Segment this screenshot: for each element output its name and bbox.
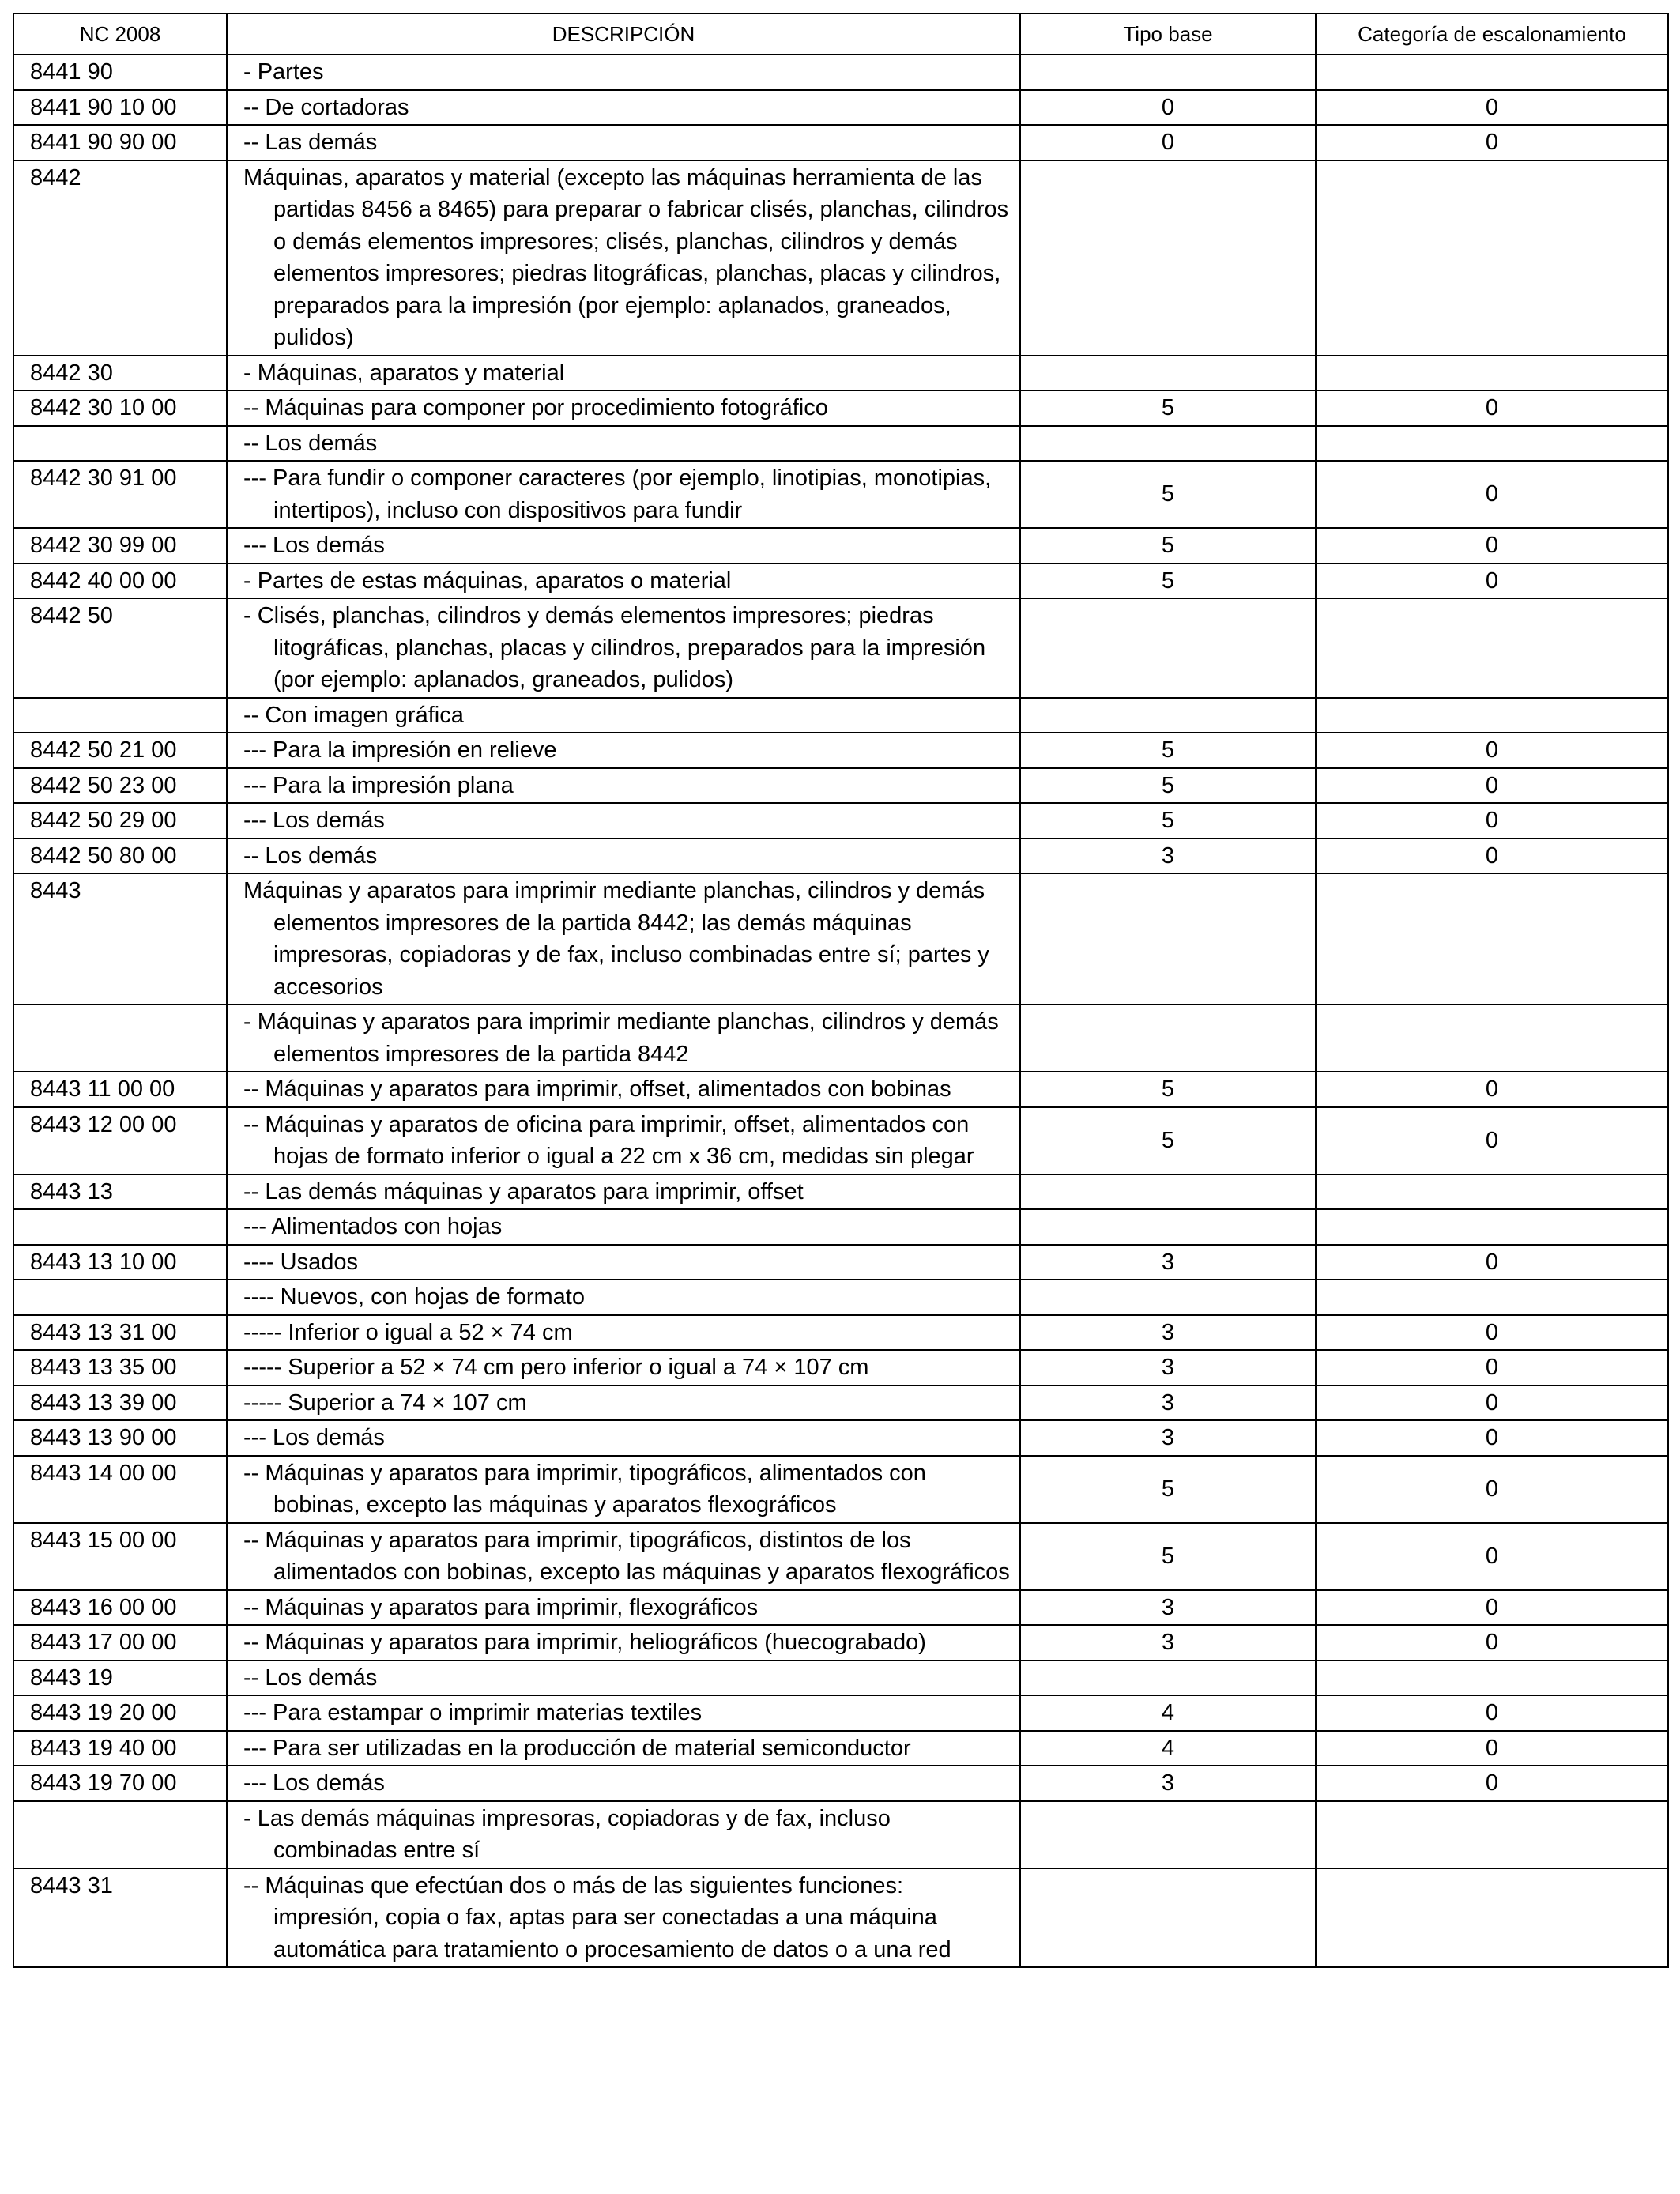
table-row: [13, 1420, 1668, 1456]
table-row: [13, 125, 1668, 160]
description-text: --- Los demás: [243, 808, 385, 833]
description-text: Máquinas y aparatos para imprimir mediante planchas, cilindros y demás elementos impresores de la partida 8442; las demás máquinas impresoras, copiadoras y de fax, incluso combinadas entre sí; partes y accesorios: [243, 878, 989, 1000]
description-text: ---- Nuevos, con hojas de formato: [243, 1284, 585, 1310]
staging-category-cell: 0: [1316, 564, 1668, 599]
table-row: [13, 733, 1668, 768]
base-rate-cell: [1020, 1005, 1316, 1072]
base-rate-cell: [1020, 55, 1316, 90]
table-row: [13, 1801, 1668, 1868]
header-code: NC 2008: [13, 13, 227, 55]
table-row: [13, 1315, 1668, 1351]
description-text: -- Máquinas que efectúan dos o más de las siguientes funciones: impresión, copia o fax, aptas para ser conectadas a una máquina automática para tratamiento o procesamiento de datos o a una red: [243, 1872, 951, 1962]
table-row: [13, 1731, 1668, 1766]
description-cell: [227, 1590, 1020, 1626]
base-rate-cell: [1020, 873, 1316, 1005]
table-row: [13, 1456, 1668, 1523]
description-text: --- Los demás: [243, 1770, 385, 1796]
staging-category-cell: 0: [1316, 1245, 1668, 1280]
staging-category-cell: [1316, 160, 1668, 356]
description-cell: [227, 733, 1020, 768]
code-cell: 8443: [13, 873, 227, 1005]
code-cell: 8443 19 20 00: [13, 1695, 227, 1731]
code-cell: 8443 14 00 00: [13, 1456, 227, 1523]
code-cell: 8443 19: [13, 1661, 227, 1696]
table-row: [13, 1280, 1668, 1315]
tariff-table: [13, 13, 1669, 1968]
description-text: Máquinas, aparatos y material (excepto las máquinas herramienta de las partidas 8456 a 8465) para preparar o fabricar clisés, planchas, cilindros o demás elementos impresores; clisés, planchas, cilindros y demás elementos impresores; piedras litográficas, planchas, placas y cilindros, preparados para la impresión (por ejemplo: aplanados, graneados, pulidos): [243, 164, 1009, 350]
table-row: [13, 698, 1668, 733]
description-text: -- De cortadoras: [243, 94, 409, 120]
code-cell: [13, 1209, 227, 1245]
code-cell: [13, 426, 227, 462]
code-cell: 8442 50: [13, 598, 227, 698]
code-cell: 8441 90 10 00: [13, 90, 227, 126]
base-rate-cell: 3: [1020, 1766, 1316, 1801]
table-row: [13, 160, 1668, 356]
staging-category-cell: 0: [1316, 1420, 1668, 1456]
description-cell: [227, 1420, 1020, 1456]
base-rate-cell: 5: [1020, 803, 1316, 839]
base-rate-cell: 5: [1020, 1523, 1316, 1590]
base-rate-cell: 5: [1020, 1107, 1316, 1174]
description-cell: [227, 1456, 1020, 1523]
description-text: -- Con imagen gráfica: [243, 702, 464, 728]
description-text: -- Máquinas y aparatos para imprimir, tipográficos, alimentados con bobinas, excepto las máquinas y aparatos flexográficos: [243, 1460, 926, 1517]
table-row: [13, 803, 1668, 839]
base-rate-cell: 3: [1020, 1385, 1316, 1421]
description-cell: [227, 1280, 1020, 1315]
code-cell: [13, 1280, 227, 1315]
base-rate-cell: 3: [1020, 1315, 1316, 1351]
code-cell: 8442 50 21 00: [13, 733, 227, 768]
base-rate-cell: 5: [1020, 564, 1316, 599]
staging-category-cell: [1316, 873, 1668, 1005]
base-rate-cell: 5: [1020, 390, 1316, 426]
base-rate-cell: 3: [1020, 1590, 1316, 1626]
staging-category-cell: 0: [1316, 1456, 1668, 1523]
code-cell: 8443 13: [13, 1174, 227, 1210]
description-cell: [227, 839, 1020, 874]
description-text: - Partes: [243, 59, 324, 85]
staging-category-cell: 0: [1316, 1072, 1668, 1107]
description-cell: [227, 125, 1020, 160]
staging-category-cell: 0: [1316, 1590, 1668, 1626]
description-cell: [227, 1107, 1020, 1174]
base-rate-cell: 4: [1020, 1695, 1316, 1731]
table-row: [13, 1072, 1668, 1107]
table-row: [13, 1661, 1668, 1696]
description-text: --- Los demás: [243, 533, 385, 558]
base-rate-cell: [1020, 698, 1316, 733]
code-cell: 8442 30: [13, 356, 227, 391]
code-cell: 8442 30 91 00: [13, 461, 227, 528]
code-cell: 8441 90 90 00: [13, 125, 227, 160]
description-text: -- Los demás: [243, 843, 378, 869]
description-cell: [227, 1661, 1020, 1696]
description-cell: [227, 1523, 1020, 1590]
table-row: [13, 1695, 1668, 1731]
description-text: -- Máquinas y aparatos para imprimir, flexográficos: [243, 1594, 759, 1620]
table-row: [13, 1209, 1668, 1245]
table-row: [13, 426, 1668, 462]
staging-category-cell: 0: [1316, 1315, 1668, 1351]
staging-category-cell: 0: [1316, 1523, 1668, 1590]
base-rate-cell: [1020, 1868, 1316, 1968]
staging-category-cell: 0: [1316, 1695, 1668, 1731]
base-rate-cell: 5: [1020, 1456, 1316, 1523]
staging-category-cell: 0: [1316, 390, 1668, 426]
table-row: [13, 1523, 1668, 1590]
code-cell: 8442 30 99 00: [13, 528, 227, 564]
description-cell: [227, 598, 1020, 698]
staging-category-cell: 0: [1316, 839, 1668, 874]
staging-category-cell: 0: [1316, 1625, 1668, 1661]
staging-category-cell: 0: [1316, 461, 1668, 528]
description-text: ----- Inferior o igual a 52 × 74 cm: [243, 1319, 573, 1345]
base-rate-cell: [1020, 160, 1316, 356]
description-cell: [227, 90, 1020, 126]
description-cell: [227, 160, 1020, 356]
description-text: - Clisés, planchas, cilindros y demás elementos impresores; piedras litográficas, planchas, placas y cilindros, preparados para la impresión (por ejemplo: aplanados, graneados, pulidos): [243, 603, 986, 692]
staging-category-cell: [1316, 1280, 1668, 1315]
table-row: [13, 598, 1668, 698]
base-rate-cell: [1020, 1280, 1316, 1315]
table-row: [13, 564, 1668, 599]
code-cell: 8442 30 10 00: [13, 390, 227, 426]
description-cell: [227, 698, 1020, 733]
description-cell: [227, 390, 1020, 426]
staging-category-cell: 0: [1316, 1731, 1668, 1766]
description-text: -- Los demás: [243, 430, 378, 456]
staging-category-cell: [1316, 698, 1668, 733]
staging-category-cell: 0: [1316, 528, 1668, 564]
description-text: --- Para la impresión en relieve: [243, 737, 557, 763]
table-row: [13, 1350, 1668, 1385]
header-staging-category: Categoría de escalonamiento: [1316, 13, 1668, 55]
description-cell: [227, 1385, 1020, 1421]
description-text: ----- Superior a 52 × 74 cm pero inferior o igual a 74 × 107 cm: [243, 1355, 869, 1380]
table-row: [13, 1590, 1668, 1626]
description-cell: [227, 803, 1020, 839]
code-cell: 8443 31: [13, 1868, 227, 1968]
staging-category-cell: [1316, 598, 1668, 698]
description-text: ---- Usados: [243, 1249, 359, 1275]
base-rate-cell: 5: [1020, 768, 1316, 804]
description-text: - Máquinas y aparatos para imprimir mediante planchas, cilindros y demás elementos impresores de la partida 8442: [243, 1009, 999, 1067]
staging-category-cell: 0: [1316, 1385, 1668, 1421]
description-cell: [227, 461, 1020, 528]
table-row: [13, 1868, 1668, 1968]
table-header: [13, 13, 1668, 55]
code-cell: 8443 13 39 00: [13, 1385, 227, 1421]
description-text: ----- Superior a 74 × 107 cm: [243, 1389, 527, 1416]
description-text: - Las demás máquinas impresoras, copiadoras y de fax, incluso combinadas entre sí: [243, 1805, 891, 1863]
code-cell: [13, 698, 227, 733]
staging-category-cell: 0: [1316, 1107, 1668, 1174]
description-text: -- Máquinas para componer por procedimiento fotográfico: [243, 395, 828, 420]
code-cell: 8443 19 40 00: [13, 1731, 227, 1766]
description-cell: [227, 1868, 1020, 1968]
code-cell: 8442 40 00 00: [13, 564, 227, 599]
base-rate-cell: 3: [1020, 1625, 1316, 1661]
description-cell: [227, 426, 1020, 462]
staging-category-cell: 0: [1316, 125, 1668, 160]
base-rate-cell: 5: [1020, 733, 1316, 768]
code-cell: [13, 1005, 227, 1072]
staging-category-cell: 0: [1316, 1350, 1668, 1385]
description-cell: [227, 55, 1020, 90]
staging-category-cell: 0: [1316, 768, 1668, 804]
description-cell: [227, 1625, 1020, 1661]
staging-category-cell: 0: [1316, 803, 1668, 839]
code-cell: 8443 17 00 00: [13, 1625, 227, 1661]
table-row: [13, 1245, 1668, 1280]
description-text: - Partes de estas máquinas, aparatos o material: [243, 567, 732, 594]
description-text: --- Para la impresión plana: [243, 772, 514, 798]
staging-category-cell: 0: [1316, 733, 1668, 768]
base-rate-cell: 3: [1020, 1245, 1316, 1280]
code-cell: 8443 19 70 00: [13, 1766, 227, 1801]
staging-category-cell: [1316, 1209, 1668, 1245]
code-cell: 8441 90: [13, 55, 227, 90]
description-cell: [227, 1005, 1020, 1072]
base-rate-cell: [1020, 356, 1316, 391]
code-cell: 8443 12 00 00: [13, 1107, 227, 1174]
table-row: [13, 356, 1668, 391]
description-cell: [227, 1209, 1020, 1245]
description-text: --- Para fundir o componer caracteres (por ejemplo, linotipias, monotipias, intertipos), incluso con dispositivos para fundir: [243, 466, 992, 523]
code-cell: 8443 13 35 00: [13, 1350, 227, 1385]
description-cell: [227, 1174, 1020, 1210]
base-rate-cell: 0: [1020, 90, 1316, 126]
table-row: [13, 461, 1668, 528]
table-row: [13, 1385, 1668, 1421]
table-row: [13, 839, 1668, 874]
description-cell: [227, 1315, 1020, 1351]
base-rate-cell: 5: [1020, 528, 1316, 564]
staging-category-cell: [1316, 1661, 1668, 1696]
description-cell: [227, 1731, 1020, 1766]
code-cell: 8443 16 00 00: [13, 1590, 227, 1626]
description-text: -- Las demás: [243, 130, 378, 155]
table-row: [13, 1107, 1668, 1174]
code-cell: 8443 13 90 00: [13, 1420, 227, 1456]
table-row: [13, 390, 1668, 426]
description-cell: [227, 1245, 1020, 1280]
base-rate-cell: [1020, 426, 1316, 462]
description-text: -- Máquinas y aparatos para imprimir, heliográficos (huecograbado): [243, 1630, 926, 1655]
description-cell: [227, 873, 1020, 1005]
description-cell: [227, 1766, 1020, 1801]
code-cell: 8442 50 29 00: [13, 803, 227, 839]
header-row: [13, 13, 1668, 55]
base-rate-cell: [1020, 598, 1316, 698]
description-cell: [227, 1350, 1020, 1385]
base-rate-cell: [1020, 1801, 1316, 1868]
description-text: - Máquinas, aparatos y material: [243, 360, 565, 386]
staging-category-cell: [1316, 1174, 1668, 1210]
description-cell: [227, 1072, 1020, 1107]
base-rate-cell: [1020, 1661, 1316, 1696]
base-rate-cell: 3: [1020, 1420, 1316, 1456]
table-row: [13, 1625, 1668, 1661]
description-text: -- Máquinas y aparatos de oficina para imprimir, offset, alimentados con hojas de formato inferior o igual a 22 cm x 36 cm, medidas sin plegar: [243, 1111, 974, 1169]
code-cell: 8443 11 00 00: [13, 1072, 227, 1107]
description-cell: [227, 768, 1020, 804]
table-row: [13, 1005, 1668, 1072]
table-row: [13, 55, 1668, 90]
base-rate-cell: [1020, 1209, 1316, 1245]
header-description: DESCRIPCIÓN: [227, 13, 1020, 55]
staging-category-cell: [1316, 426, 1668, 462]
code-cell: 8443 15 00 00: [13, 1523, 227, 1590]
description-cell: [227, 356, 1020, 391]
staging-category-cell: [1316, 356, 1668, 391]
base-rate-cell: 3: [1020, 1350, 1316, 1385]
code-cell: 8443 13 10 00: [13, 1245, 227, 1280]
staging-category-cell: 0: [1316, 1766, 1668, 1801]
staging-category-cell: [1316, 1801, 1668, 1868]
table-body: [13, 55, 1668, 1967]
table-row: [13, 1174, 1668, 1210]
base-rate-cell: 0: [1020, 125, 1316, 160]
code-cell: 8443 13 31 00: [13, 1315, 227, 1351]
description-text: -- Máquinas y aparatos para imprimir, tipográficos, distintos de los alimentados con bobinas, excepto las máquinas y aparatos flexográficos: [243, 1527, 1010, 1585]
table-row: [13, 90, 1668, 126]
header-base-rate: Tipo base: [1020, 13, 1316, 55]
description-text: -- Las demás máquinas y aparatos para imprimir, offset: [243, 1178, 804, 1204]
staging-category-cell: [1316, 1005, 1668, 1072]
code-cell: 8442: [13, 160, 227, 356]
staging-category-cell: 0: [1316, 90, 1668, 126]
table-row: [13, 528, 1668, 564]
description-cell: [227, 528, 1020, 564]
base-rate-cell: 3: [1020, 839, 1316, 874]
base-rate-cell: [1020, 1174, 1316, 1210]
staging-category-cell: [1316, 55, 1668, 90]
description-text: -- Máquinas y aparatos para imprimir, offset, alimentados con bobinas: [243, 1076, 951, 1102]
description-cell: [227, 564, 1020, 599]
description-text: --- Para estampar o imprimir materias textiles: [243, 1700, 703, 1725]
description-text: -- Los demás: [243, 1664, 378, 1691]
description-cell: [227, 1695, 1020, 1731]
description-text: --- Alimentados con hojas: [243, 1214, 503, 1239]
code-cell: [13, 1801, 227, 1868]
description-text: --- Para ser utilizadas en la producción de material semiconductor: [243, 1735, 911, 1761]
table-row: [13, 873, 1668, 1005]
table-row: [13, 768, 1668, 804]
description-cell: [227, 1801, 1020, 1868]
description-text: --- Los demás: [243, 1425, 385, 1450]
base-rate-cell: 5: [1020, 461, 1316, 528]
base-rate-cell: 5: [1020, 1072, 1316, 1107]
staging-category-cell: [1316, 1868, 1668, 1968]
code-cell: 8442 50 23 00: [13, 768, 227, 804]
table-row: [13, 1766, 1668, 1801]
base-rate-cell: 4: [1020, 1731, 1316, 1766]
code-cell: 8442 50 80 00: [13, 839, 227, 874]
